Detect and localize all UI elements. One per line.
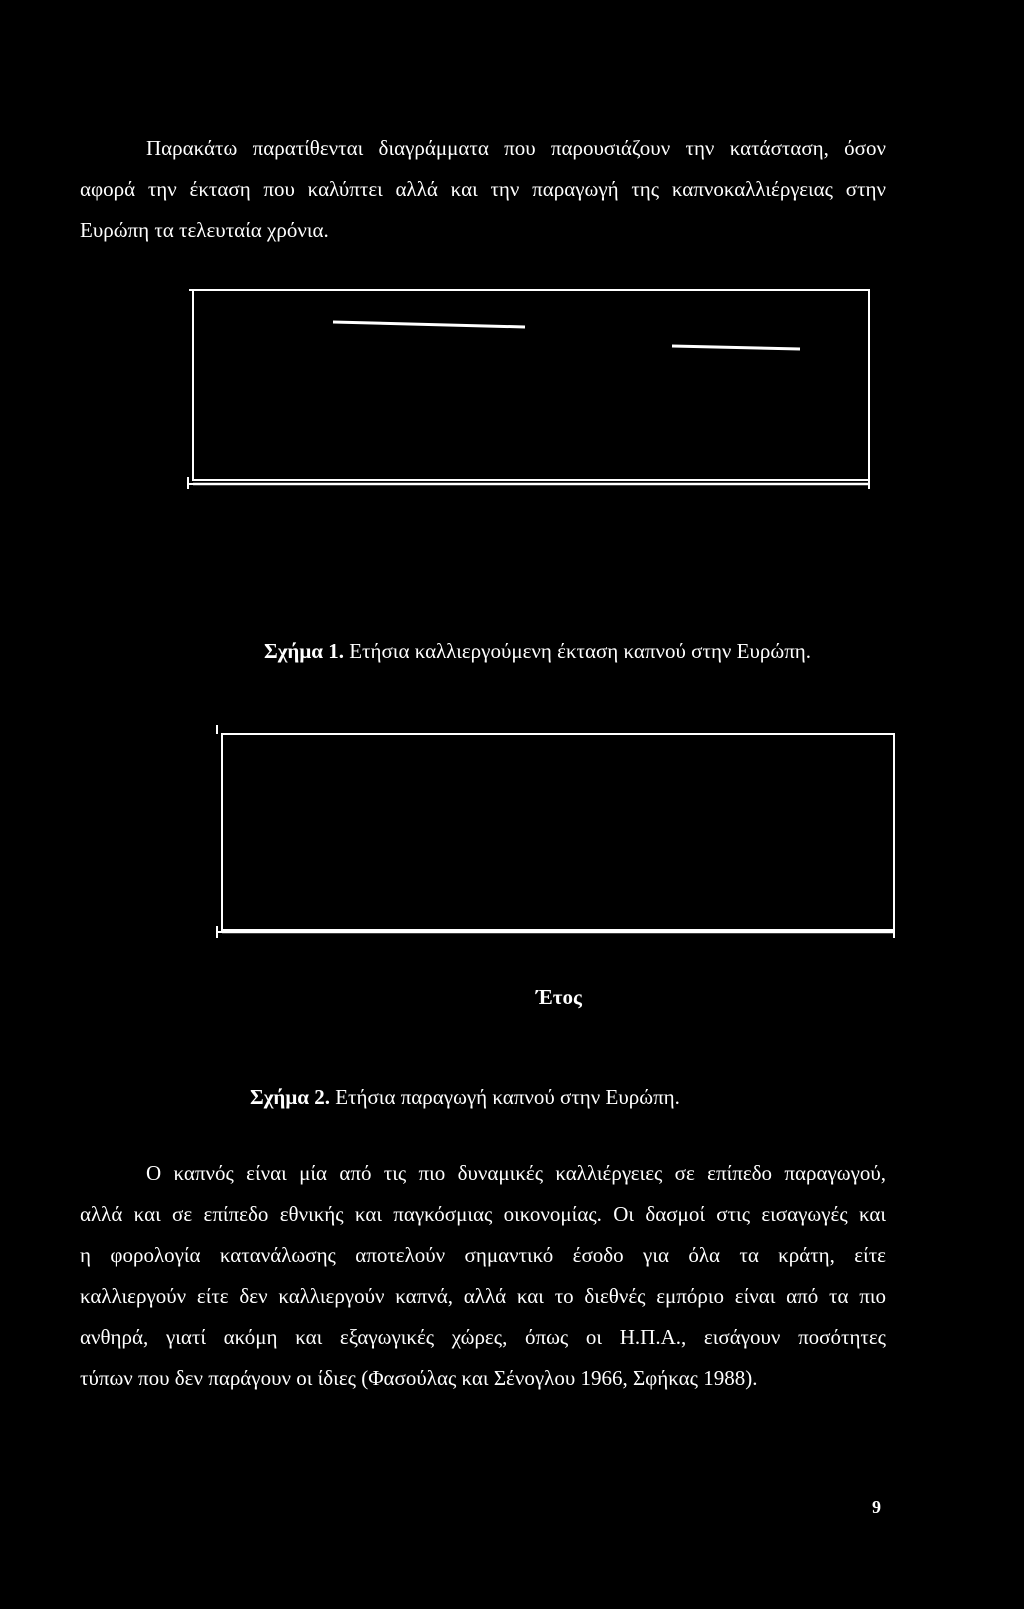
figure1-segment bbox=[333, 322, 525, 327]
intro-line: αφορά την έκταση που καλύπτει αλλά και την παραγωγή της καπνοκαλλιέργειας στην bbox=[80, 177, 886, 201]
figure1-series-segments bbox=[333, 322, 800, 349]
body-paragraph bbox=[80, 1153, 886, 1399]
figure2-x-axis-label: Έτος bbox=[536, 985, 582, 1009]
figure1-chart-frame bbox=[187, 290, 869, 489]
body-line: καλλιεργούν είτε δεν καλλιεργούν καπνά, αλλά και το διεθνές εμπόριο είναι από τα πιο bbox=[80, 1284, 886, 1308]
intro-line: Παρακάτω παρατίθενται διαγράμματα που παρουσιάζουν την κατάσταση, όσον bbox=[146, 136, 886, 160]
figure2-chart-frame bbox=[216, 725, 894, 938]
page-number: 9 bbox=[872, 1497, 881, 1517]
body-line: ανθηρά, γιατί ακόμη και εξαγωγικές χώρες, όπως οι Η.Π.Α., εισάγουν ποσότητες bbox=[80, 1325, 886, 1349]
body-line: τύπων που δεν παράγουν οι ίδιες (Φασούλας και Σένογλου 1966, Σφήκας 1988). bbox=[80, 1366, 758, 1390]
figure1-segment bbox=[672, 346, 800, 349]
figure2-caption-text: Ετήσια παραγωγή καπνού στην Ευρώπη. bbox=[335, 1085, 680, 1109]
intro-line: Ευρώπη τα τελευταία χρόνια. bbox=[80, 218, 329, 242]
body-line: η φορολογία κατανάλωσης αποτελούν σημαντικό έσοδο για όλα τα κράτη, είτε bbox=[80, 1243, 886, 1267]
figure2-caption-label: Σχήμα 2. bbox=[250, 1085, 330, 1109]
body-line: αλλά και σε επίπεδο εθνικής και παγκόσμιας οικονομίας. Οι δασμοί στις εισαγωγές και bbox=[80, 1202, 886, 1226]
figure1-caption-label: Σχήμα 1. bbox=[264, 639, 344, 663]
body-line: Ο καπνός είναι μία από τις πιο δυναμικές καλλιέργειες σε επίπεδο παραγωγού, bbox=[146, 1161, 886, 1185]
figure1-caption-text: Ετήσια καλλιεργούμενη έκταση καπνού στην Ευρώπη. bbox=[349, 639, 812, 663]
figure1-caption bbox=[264, 639, 811, 664]
figure2-caption bbox=[250, 1085, 680, 1110]
